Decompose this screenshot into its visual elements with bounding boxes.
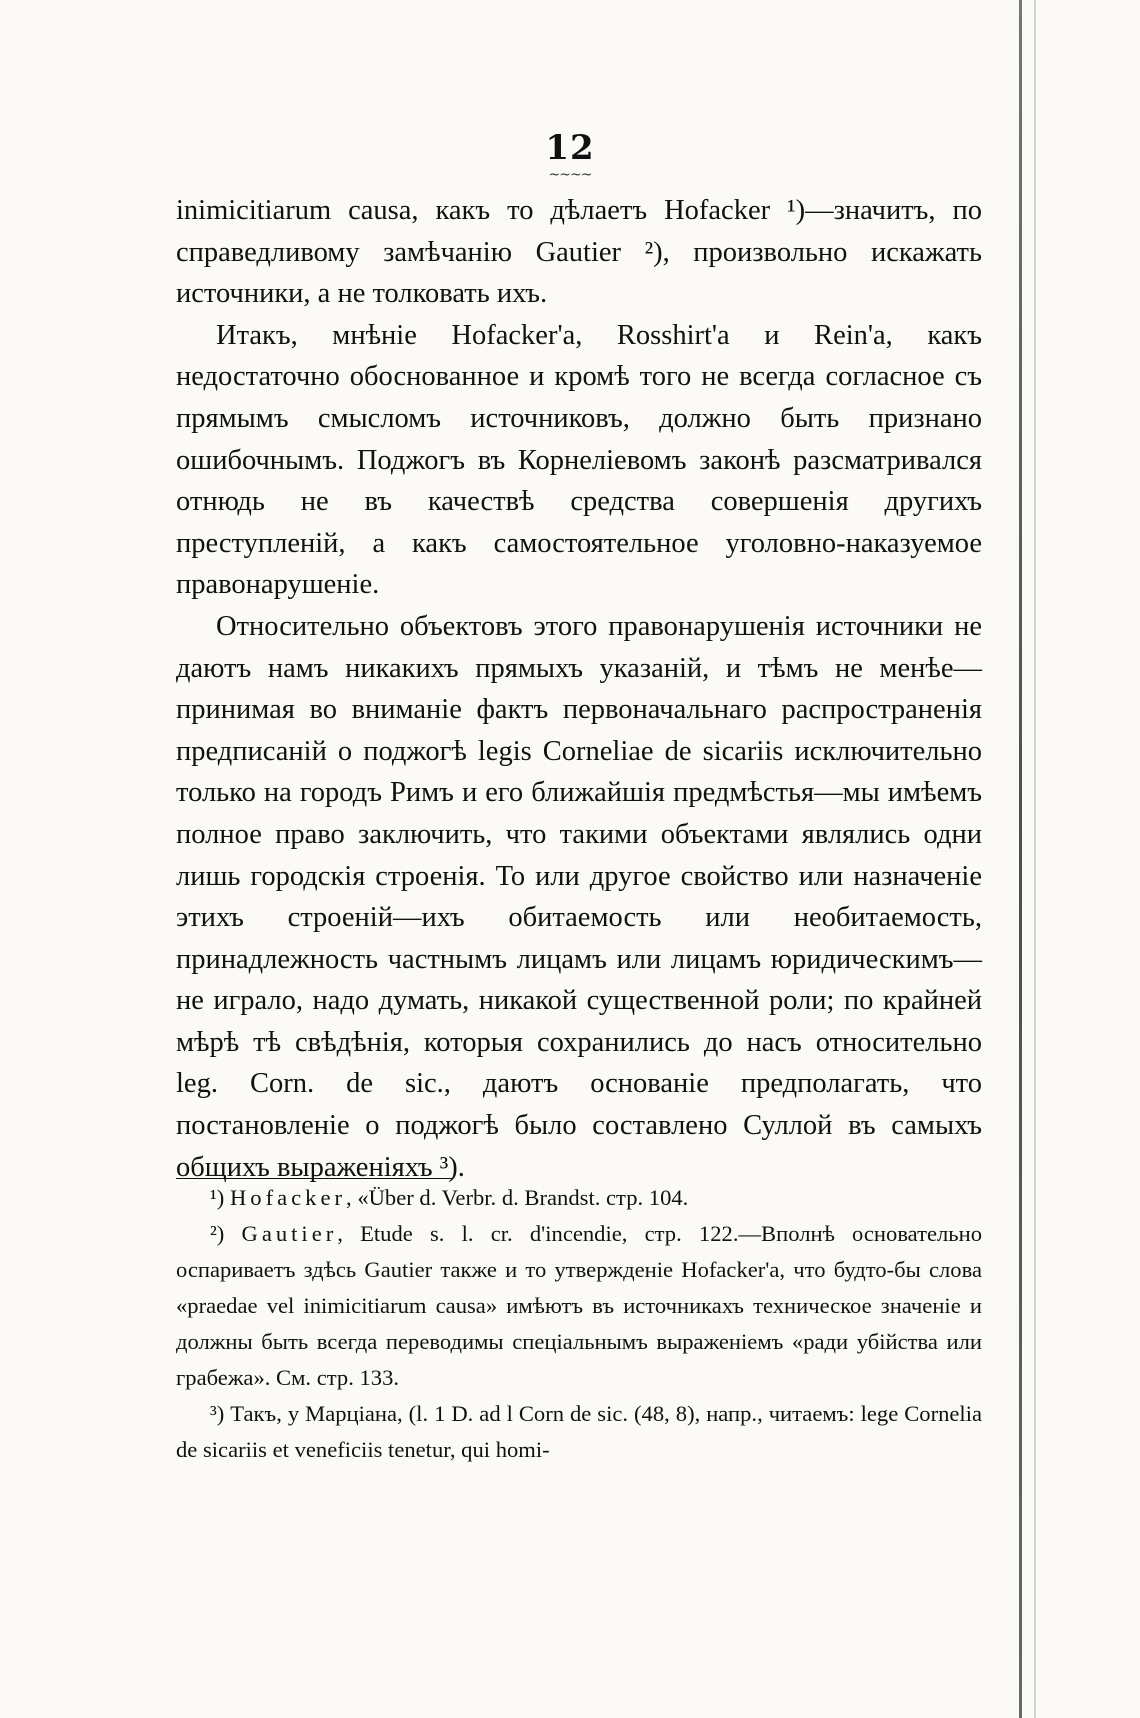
footnote-text: Такъ, у Марціана, (l. 1 D. ad l Corn de sic. (48, 8), напр., читаемъ: lege Cornelia de sicariis et veneficiis tenetur, qui homi- (176, 1401, 982, 1462)
body-text (176, 190, 982, 1188)
footnotes (176, 1180, 982, 1468)
footnote-marker: ¹) (210, 1185, 225, 1210)
page-edge-shadow (1034, 0, 1036, 1718)
footnote-author: Hofacker (229, 1185, 347, 1210)
paragraph-2: Итакъ, мнѣніе Hofacker'a, Rosshirt'a и Rein'a, какъ недостаточно обоснованное и кромѣ того не всегда согласное съ прямымъ смысломъ источниковъ, должно быть признано ошибочнымъ. Поджогъ въ Корнеліевомъ законѣ разсматривался отнюдь не въ качествѣ средства совершенія другихъ преступленій, а какъ самостоятельное уголовно-наказуемое правонарушеніе. (176, 319, 982, 601)
footnote-1 (176, 1180, 982, 1216)
page-number-ornament: ~~~~ (548, 167, 592, 183)
footnote-3 (176, 1396, 982, 1468)
footnote-2 (176, 1216, 982, 1396)
footnote-text: , Etude s. l. cr. d'incendie, стр. 122.—Вполнѣ основательно оспариваетъ здѣсь Gautier также и то утвержденіе Hofacker'a, что будто-бы слова «praedae vel inimicitiarum causa» имѣютъ въ источникахъ техническое значеніе и должны быть всегда переводимы спеціальнымъ выраженіемъ «ради убійства или грабежа». См. стр. 133. (176, 1221, 982, 1390)
footnote-marker: ²) (210, 1221, 225, 1246)
footnote-text: , «Über d. Verbr. d. Brandst. стр. 104. (346, 1185, 689, 1210)
footnote-separator (176, 1178, 452, 1179)
paragraph-1: inimicitiarum causa, какъ то дѣлаетъ Hofacker ¹)—значитъ, по справедливому замѣчанію Gautier ²), произвольно искажать источники, а не толковать ихъ. (176, 195, 982, 310)
footnote-author: Gautier (241, 1221, 338, 1246)
page-edge-line (1019, 0, 1022, 1718)
paragraph-3: Относительно объектовъ этого правонарушенія источники не даютъ намъ никакихъ прямыхъ указаній, и тѣмъ не менѣе—принимая во вниманіе фактъ первоначальнаго распространенія предписаній о поджогѣ legis Corneliae de sicariis исключительно только на городъ Римъ и его ближайшія предмѣстья—мы имѣемъ полное право заключить, что такими объектами являлись одни лишь городскія строенія. То или другое свойство или назначеніе этихъ строеній—ихъ обитаемость или необитаемость, принадлежность частнымъ лицамъ или лицамъ юридическимъ—не играло, надо думать, никакой существенной роли; по крайней мѣрѣ тѣ свѣдѣнія, которыя сохранились до насъ относительно leg. Corn. de sic., даютъ основаніе предполагать, что постановленіе о поджогѣ было составлено Суллой въ самыхъ общихъ выраженіяхъ ³). (176, 610, 982, 1183)
footnote-marker: ³) (210, 1401, 225, 1426)
page-number: 12 (545, 128, 595, 168)
